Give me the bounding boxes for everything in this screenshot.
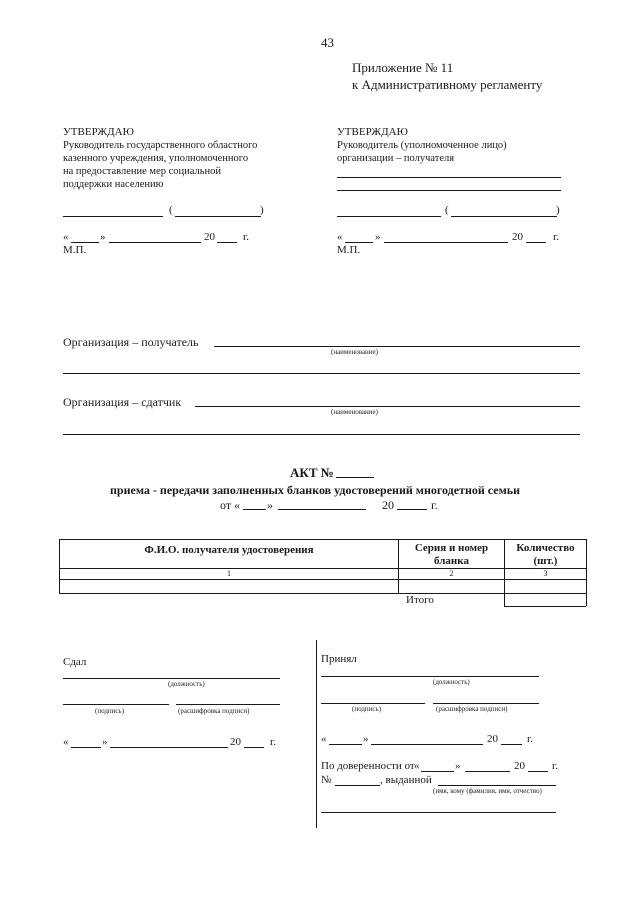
- received-issued-to-line[interactable]: [438, 785, 556, 786]
- table-header-quantity: Количество (шт.): [516, 542, 575, 567]
- approve-right-year: 20: [512, 231, 523, 243]
- approve-left-year-line[interactable]: [217, 242, 237, 243]
- approve-left-year-suffix: г.: [243, 231, 250, 243]
- handed-position-line[interactable]: [63, 678, 280, 679]
- handed-day-line[interactable]: [71, 747, 101, 748]
- received-year: 20: [487, 733, 498, 745]
- received-position-caption: (должность): [433, 678, 470, 686]
- act-month-line[interactable]: [278, 509, 366, 510]
- received-day-line[interactable]: [329, 744, 362, 745]
- handed-year-line[interactable]: [244, 747, 264, 748]
- org-receiver-line[interactable]: [214, 346, 580, 347]
- org-sender-line[interactable]: [195, 406, 580, 407]
- approve-right-line-2: организации – получателя: [337, 153, 455, 164]
- approve-left-date-close: »: [100, 231, 106, 243]
- approve-left-name-line[interactable]: [175, 216, 261, 217]
- org-sender-label: Организация – сдатчик: [63, 395, 182, 409]
- act-year: 20: [382, 498, 394, 512]
- approve-left-stamp: М.П.: [63, 244, 87, 256]
- approve-right-date-open: «: [337, 231, 343, 243]
- table-numbers-bottom: [59, 579, 586, 580]
- table-col-number-1: 1: [227, 569, 231, 578]
- received-label: Принял: [321, 653, 357, 665]
- handed-year-suffix: г.: [270, 736, 277, 748]
- received-proxy-year-suffix: г.: [552, 760, 559, 772]
- approve-right-stamp: М.П.: [337, 244, 361, 256]
- act-date-prefix: от «: [220, 498, 241, 512]
- approve-left-line-4: поддержки населению: [63, 179, 164, 190]
- handed-month-line[interactable]: [110, 747, 228, 748]
- handed-signature-line[interactable]: [63, 704, 169, 705]
- org-receiver-caption: (наименование): [331, 348, 378, 356]
- handed-date-open: «: [63, 736, 69, 748]
- received-proxy-prefix: По доверенности от: [321, 760, 415, 772]
- act-subtitle: приема - передачи заполненных бланков удостоверений многодетной семьи: [110, 483, 521, 497]
- approve-right-day-line[interactable]: [345, 242, 373, 243]
- received-month-line[interactable]: [371, 744, 483, 745]
- table-data-bottom: [59, 593, 586, 594]
- table-total-bottom: [504, 606, 586, 607]
- received-proxy-year-line[interactable]: [528, 771, 548, 772]
- received-date-open: «: [321, 733, 327, 745]
- approve-right-title: УТВЕРЖДАЮ: [337, 126, 408, 138]
- act-date-mid: »: [267, 498, 273, 512]
- appendix-reference: к Административному регламенту: [352, 77, 543, 92]
- org-receiver-label: Организация – получатель: [63, 335, 199, 349]
- approve-right-fill-line-2[interactable]: [337, 190, 561, 191]
- received-date-close: »: [363, 733, 369, 745]
- approve-left-line-3: на предоставление мер социальной: [63, 166, 222, 177]
- received-decode-caption: (расшифровка подписи): [436, 705, 508, 713]
- approve-left-title: УТВЕРЖДАЮ: [63, 126, 134, 138]
- received-proxy-day-line[interactable]: [421, 771, 454, 772]
- handed-decode-caption: (расшифровка подписи): [178, 707, 250, 715]
- approve-right-paren-close: ): [556, 204, 560, 216]
- act-number-line[interactable]: [336, 477, 374, 478]
- received-extra-line[interactable]: [321, 812, 556, 813]
- act-day-line[interactable]: [243, 509, 266, 510]
- received-signature-line[interactable]: [321, 703, 425, 704]
- received-signature-caption: (подпись): [352, 705, 382, 713]
- act-year-suffix: г.: [431, 498, 438, 512]
- handed-year: 20: [230, 736, 241, 748]
- table-header-series: Серия и номер бланка: [414, 542, 489, 567]
- handed-position-caption: (должность): [168, 680, 205, 688]
- received-year-suffix: г.: [527, 733, 534, 745]
- table-top-border: [59, 539, 586, 540]
- approve-left-month-line[interactable]: [109, 242, 201, 243]
- approve-right-signature-line[interactable]: [337, 216, 441, 217]
- received-person-caption: (имя, кому (фамилия, имя, отчество): [433, 787, 542, 795]
- table-total-label: Итого: [406, 594, 434, 606]
- org-sender-caption: (наименование): [331, 408, 378, 416]
- appendix-number: Приложение № 11: [352, 60, 454, 75]
- approve-right-paren-open: (: [445, 204, 449, 216]
- org-receiver-line-2[interactable]: [63, 373, 580, 374]
- handed-decode-line[interactable]: [176, 704, 280, 705]
- approve-right-year-line[interactable]: [526, 242, 546, 243]
- received-proxy-month-line[interactable]: [465, 771, 510, 772]
- handed-signature-caption: (подпись): [95, 707, 125, 715]
- handed-label: Сдал: [63, 656, 87, 668]
- approve-left-line-1: Руководитель государственного областного: [63, 140, 258, 151]
- act-title: АКТ №: [290, 465, 334, 480]
- received-proxy-year: 20: [514, 760, 525, 772]
- approve-right-line-1: Руководитель (уполномоченное лицо): [337, 140, 507, 151]
- table-col-number-3: 3: [543, 569, 548, 578]
- approve-left-year: 20: [204, 231, 215, 243]
- received-number-sign: №: [321, 774, 332, 786]
- approve-left-date-open: «: [63, 231, 69, 243]
- act-year-line[interactable]: [397, 509, 427, 510]
- approve-right-fill-line-1[interactable]: [337, 177, 561, 178]
- table-right-border: [586, 539, 587, 606]
- approve-right-name-line[interactable]: [451, 216, 557, 217]
- signature-divider: [316, 640, 317, 828]
- received-decode-line[interactable]: [433, 703, 539, 704]
- page-number: 43: [321, 35, 334, 50]
- received-proxy-close: »: [455, 760, 461, 772]
- received-position-line[interactable]: [321, 676, 539, 677]
- received-proxy-number-line[interactable]: [335, 785, 380, 786]
- approve-right-month-line[interactable]: [384, 242, 508, 243]
- approve-left-line-2: казенного учреждения, уполномоченного: [63, 153, 249, 164]
- approve-left-day-line[interactable]: [71, 242, 99, 243]
- org-sender-line-2[interactable]: [63, 434, 580, 435]
- approve-right-year-suffix: г.: [553, 231, 560, 243]
- received-issued: , выданной: [380, 774, 432, 786]
- approve-left-paren-open: (: [169, 204, 173, 216]
- approve-left-paren-close: ): [260, 204, 264, 216]
- table-header-name: Ф.И.О. получателя удостоверения: [144, 544, 314, 556]
- approve-left-signature-line[interactable]: [63, 216, 163, 217]
- received-proxy-open: «: [414, 760, 420, 772]
- received-year-line[interactable]: [501, 744, 522, 745]
- table-col-number-2: 2: [449, 569, 454, 578]
- approve-right-date-close: »: [375, 231, 381, 243]
- handed-date-close: »: [102, 736, 108, 748]
